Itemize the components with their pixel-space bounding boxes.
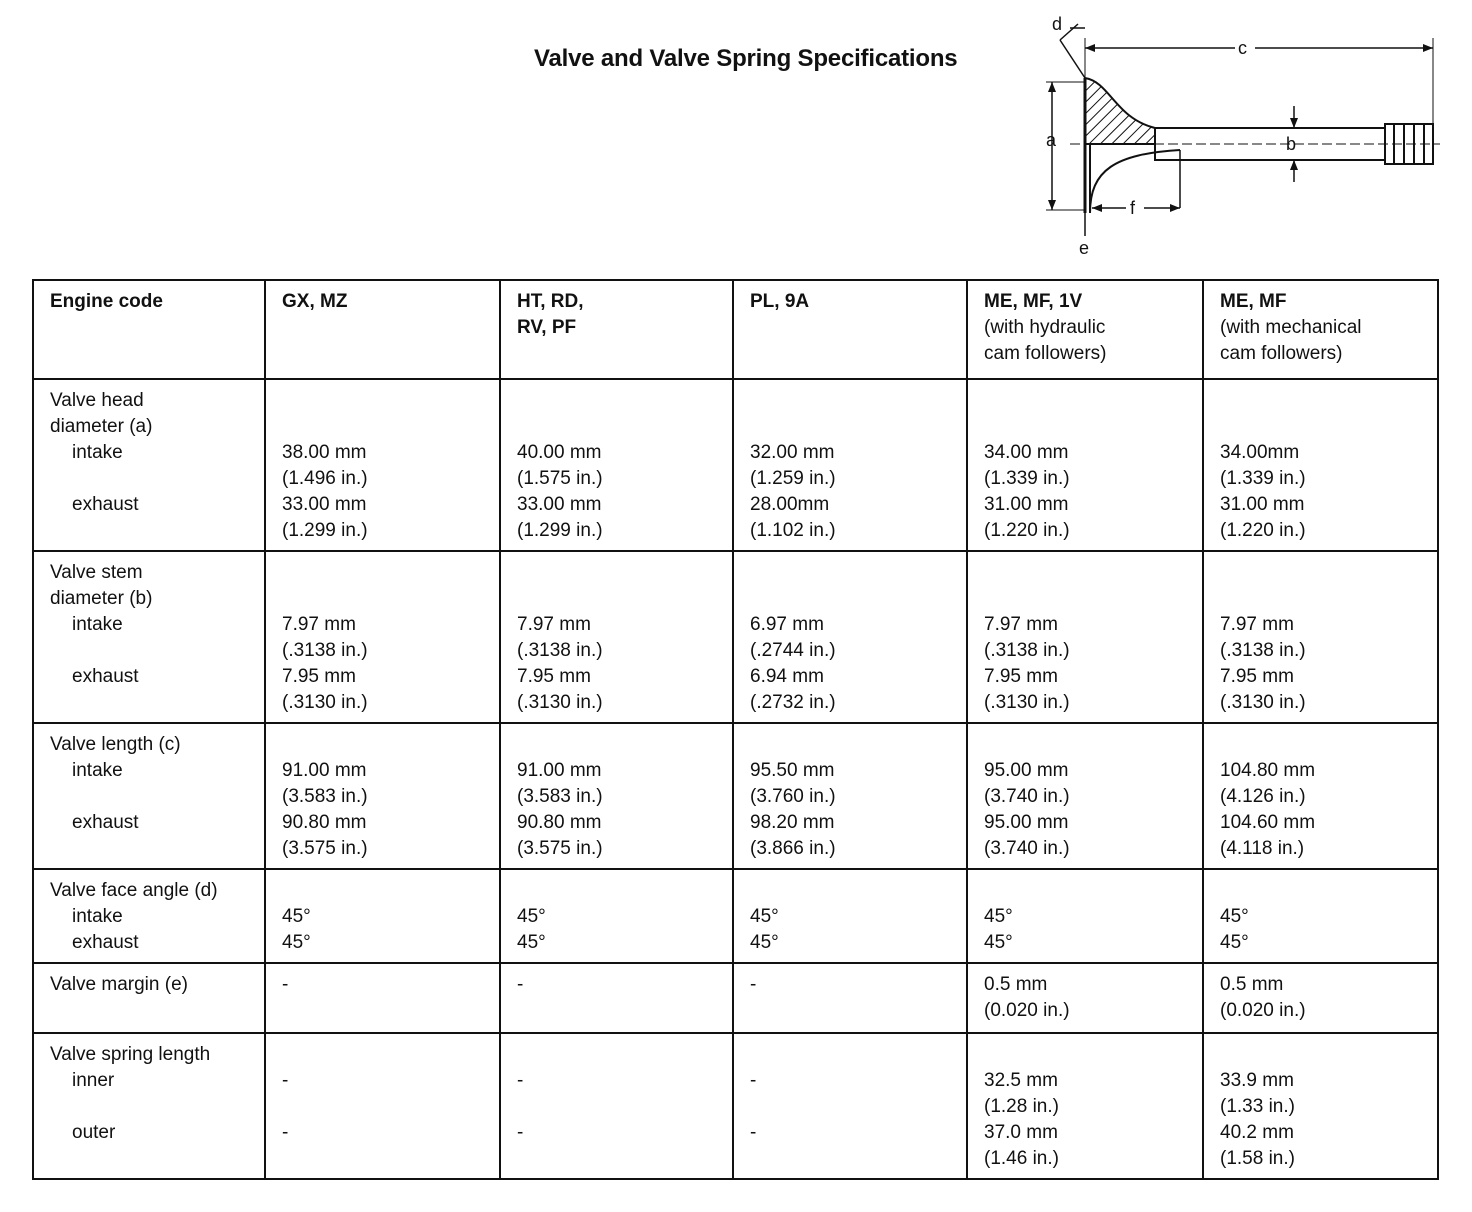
value-cell: 91.00 mm (3.583 in.) 90.80 mm (3.575 in.) (500, 723, 733, 869)
value-cell: 45° 45° (733, 869, 967, 963)
value-cell: - - (265, 1033, 500, 1179)
row-valve-stem (33, 551, 1438, 723)
value-cell: 7.97 mm (.3138 in.) 7.95 mm (.3130 in.) (265, 551, 500, 723)
value-cell: 104.80 mm (4.126 in.) 104.60 mm (4.118 in.) (1203, 723, 1438, 869)
value-cell: 0.5 mm (0.020 in.) (1203, 963, 1438, 1033)
row-valve-length (33, 723, 1438, 869)
row-valve-spring-length (33, 1033, 1438, 1179)
value-cell: 45° 45° (500, 869, 733, 963)
value-cell: 34.00mm (1.339 in.) 31.00 mm (1.220 in.) (1203, 379, 1438, 551)
row-label: Valve face angle (d) intake exhaust (33, 869, 265, 963)
row-label: Valve stem diameter (b) intake exhaust (33, 551, 265, 723)
value-cell: 45° 45° (1203, 869, 1438, 963)
row-valve-head (33, 379, 1438, 551)
value-cell: - - (500, 1033, 733, 1179)
value-cell: 7.97 mm (.3138 in.) 7.95 mm (.3130 in.) (967, 551, 1203, 723)
value-cell: - (733, 963, 967, 1033)
label-d: d (1052, 14, 1063, 34)
header-engine-code: Engine code (33, 280, 265, 379)
header-col-ht-rd: HT, RD, RV, PF (500, 280, 733, 379)
header-col-gx-mz: GX, MZ (265, 280, 500, 379)
value-cell: 7.97 mm (.3138 in.) 7.95 mm (.3130 in.) (1203, 551, 1438, 723)
value-cell: 91.00 mm (3.583 in.) 90.80 mm (3.575 in.) (265, 723, 500, 869)
value-cell: 45° 45° (967, 869, 1203, 963)
spec-table (32, 279, 1439, 1180)
header-row (33, 280, 1438, 379)
valve-diagram (1030, 10, 1450, 260)
row-label: Valve margin (e) (33, 963, 265, 1033)
value-cell: 38.00 mm (1.496 in.) 33.00 mm (1.299 in.) (265, 379, 500, 551)
value-cell: - (500, 963, 733, 1033)
value-cell: 33.9 mm (1.33 in.) 40.2 mm (1.58 in.) (1203, 1033, 1438, 1179)
value-cell: - - (733, 1033, 967, 1179)
label-b: b (1286, 134, 1297, 154)
value-cell: 95.50 mm (3.760 in.) 98.20 mm (3.866 in.) (733, 723, 967, 869)
label-f: f (1130, 198, 1136, 218)
value-cell: 34.00 mm (1.339 in.) 31.00 mm (1.220 in.) (967, 379, 1203, 551)
value-cell: - (265, 963, 500, 1033)
value-cell: 32.00 mm (1.259 in.) 28.00mm (1.102 in.) (733, 379, 967, 551)
row-label: Valve head diameter (a) intake exhaust (33, 379, 265, 551)
label-a: a (1046, 130, 1057, 150)
value-cell: 0.5 mm (0.020 in.) (967, 963, 1203, 1033)
row-label: Valve spring length inner outer (33, 1033, 265, 1179)
value-cell: 32.5 mm (1.28 in.) 37.0 mm (1.46 in.) (967, 1033, 1203, 1179)
value-cell: 40.00 mm (1.575 in.) 33.00 mm (1.299 in.) (500, 379, 733, 551)
value-cell: 95.00 mm (3.740 in.) 95.00 mm (3.740 in.) (967, 723, 1203, 869)
header-col-me-mf: ME, MF (with mechanical cam followers) (1203, 280, 1438, 379)
label-e: e (1079, 238, 1090, 258)
value-cell: 7.97 mm (.3138 in.) 7.95 mm (.3130 in.) (500, 551, 733, 723)
label-c: c (1238, 38, 1247, 58)
value-cell: 6.97 mm (.2744 in.) 6.94 mm (.2732 in.) (733, 551, 967, 723)
value-cell: 45° 45° (265, 869, 500, 963)
header-col-pl-9a: PL, 9A (733, 280, 967, 379)
header-col-me-mf-1v: ME, MF, 1V (with hydraulic cam followers) (967, 280, 1203, 379)
row-valve-face-angle (33, 869, 1438, 963)
row-label: Valve length (c) intake exhaust (33, 723, 265, 869)
row-valve-margin (33, 963, 1438, 1033)
page-title: Valve and Valve Spring Specifications (534, 45, 958, 72)
